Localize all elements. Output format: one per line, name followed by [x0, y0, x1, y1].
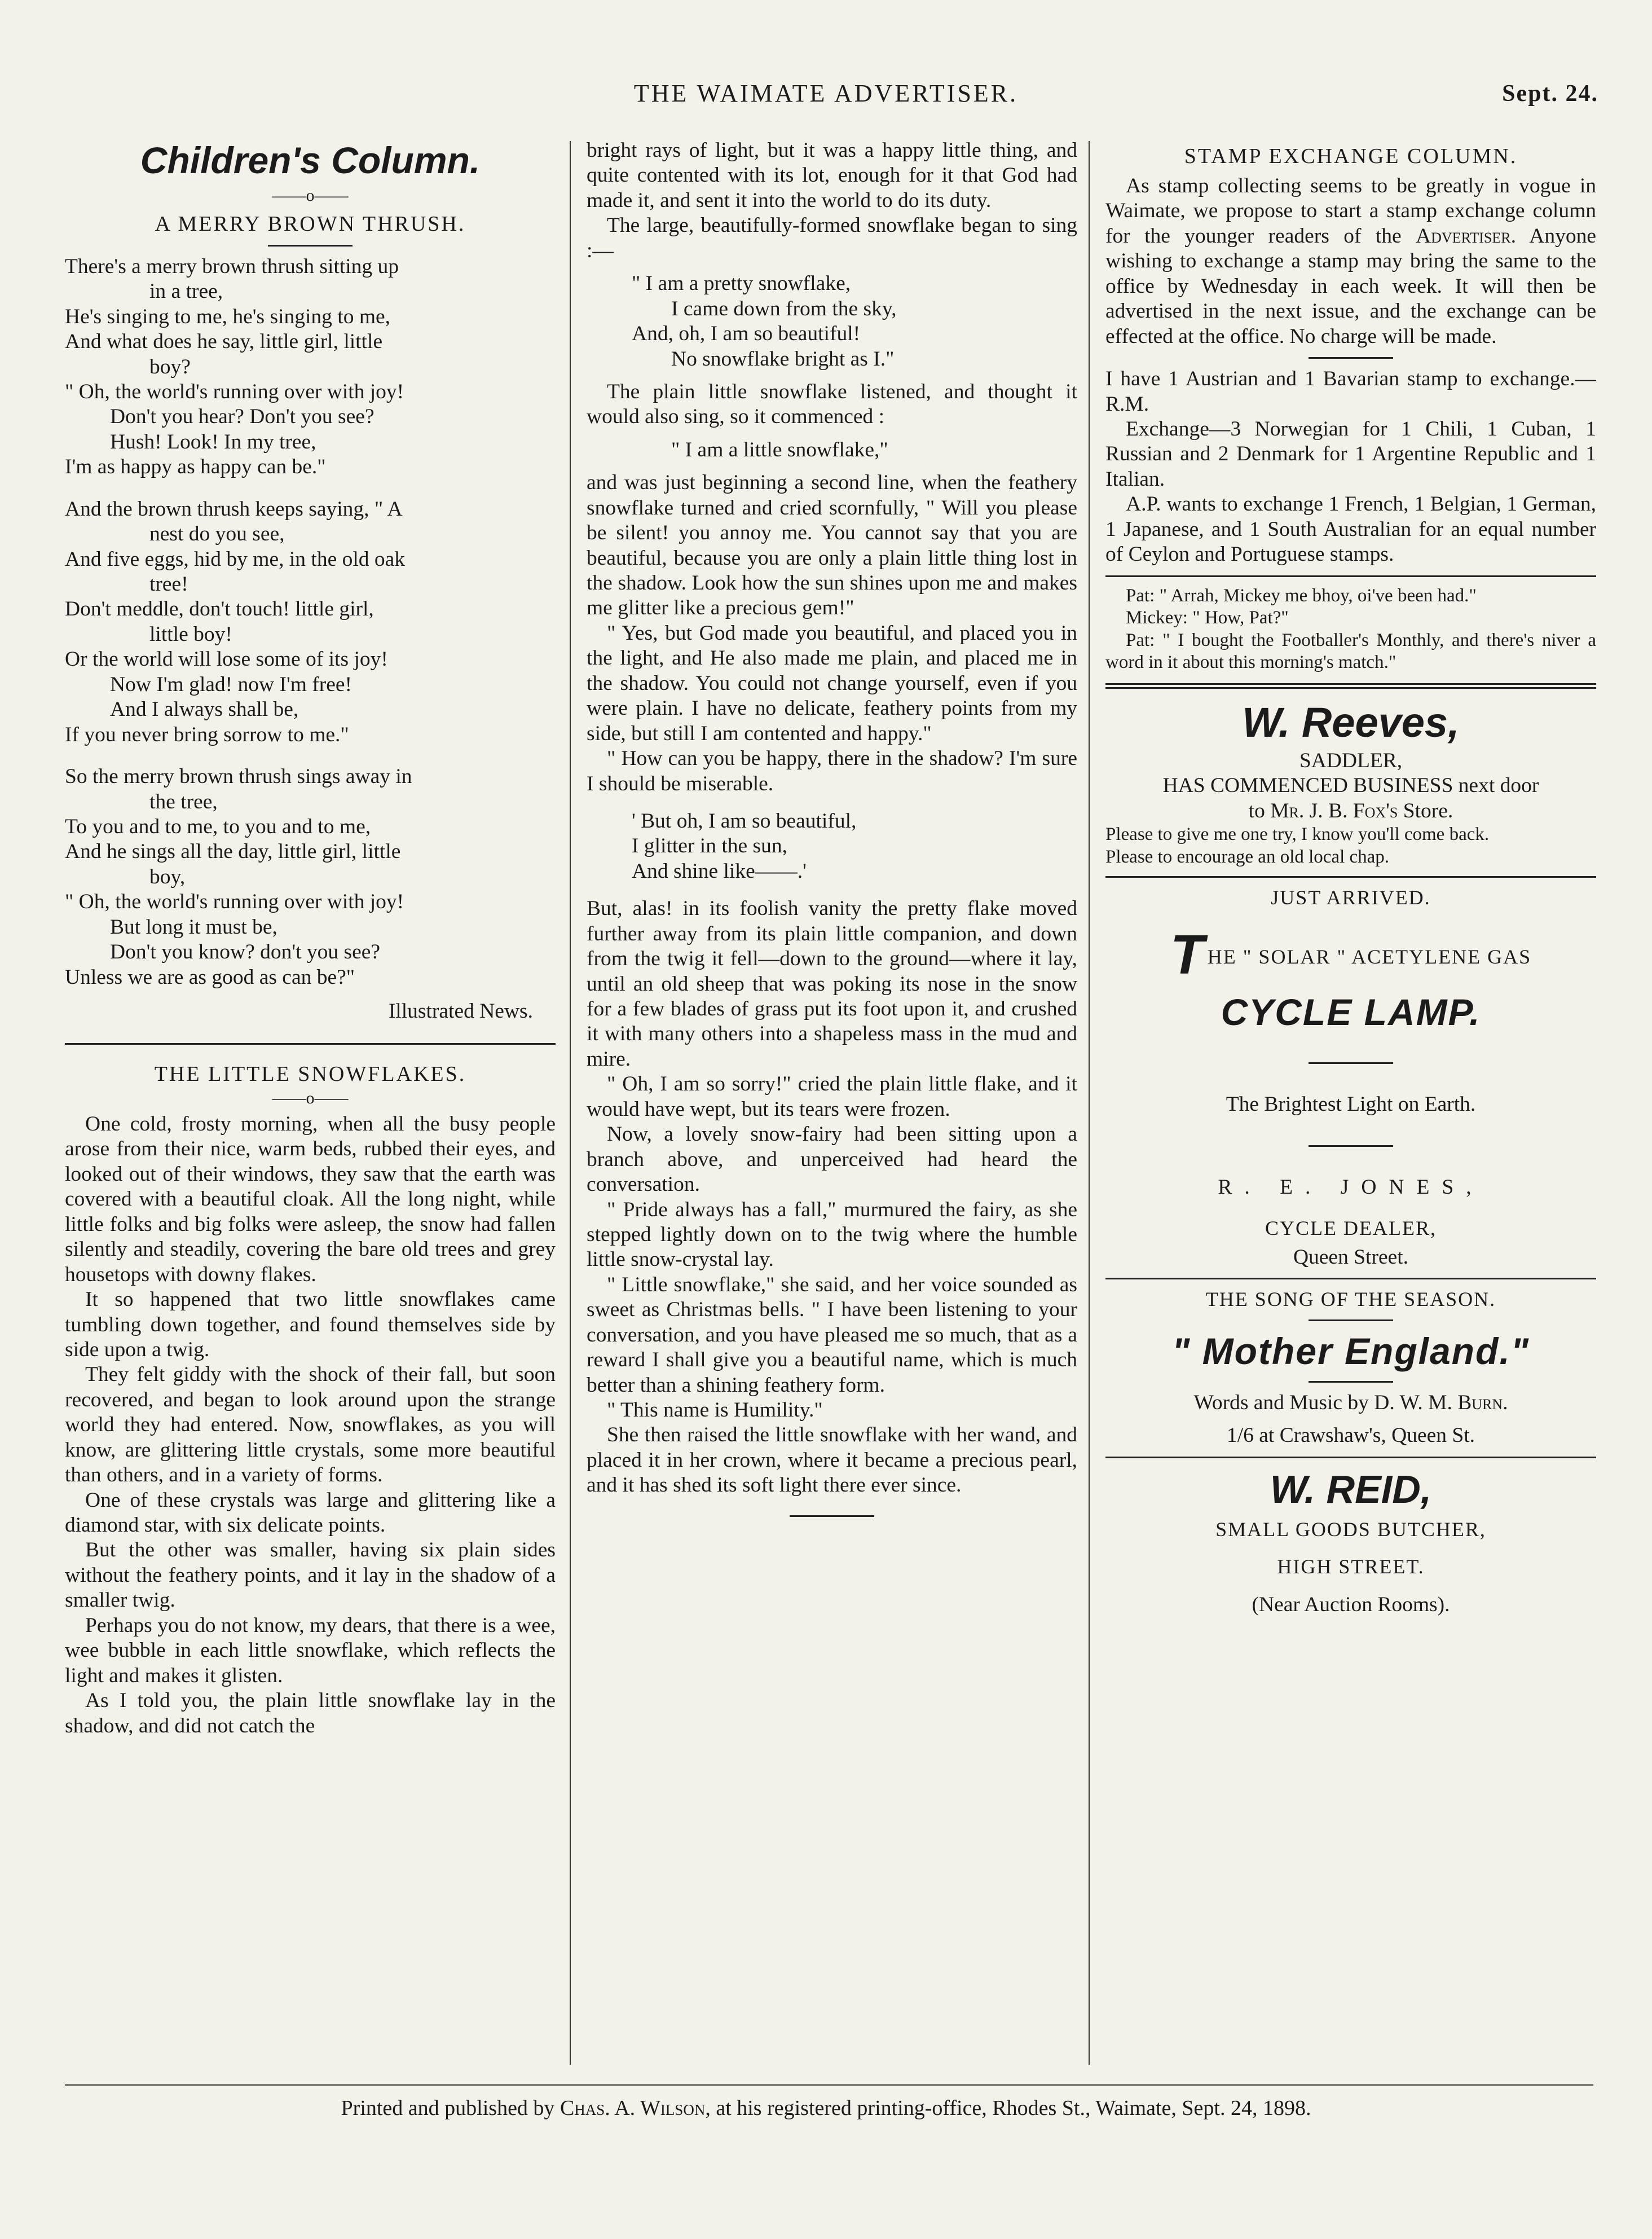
- song-line: And, oh, I am so beautiful!: [632, 322, 861, 346]
- story-paragraph: But the other was smaller, having six plain sides without the feathery points, and it lay in the shadow of a smaller twig.: [65, 1538, 556, 1612]
- imprint-text: Printed and published by: [341, 2096, 555, 2120]
- poem-line: And I always shall be,: [110, 698, 299, 722]
- rule: [1105, 876, 1596, 878]
- plain-song: [587, 438, 1077, 463]
- reeves-location-text: Store.: [1403, 799, 1453, 822]
- song-season: THE SONG OF THE SEASON.: [1205, 1287, 1496, 1310]
- poem-title: A MERRY BROWN THRUSH.: [155, 212, 466, 236]
- rule: [1309, 1381, 1393, 1383]
- speaker: Pat:: [1126, 585, 1155, 606]
- rule: [1309, 1319, 1393, 1321]
- poem-line: If you never bring sorrow to me.": [65, 723, 349, 746]
- reeves-name: W. Reeves,: [1242, 698, 1460, 746]
- story-paragraph: " Yes, but God made you beautiful, and placed you in the light, and He also made me plain, and placed me in the shadow. You could not change yourself, even if you were plain. I have no delicate, feathery points from my side, but still I am contented and happy.": [587, 621, 1077, 745]
- story-paragraph: " Pride always has a fall," murmured the fairy, as she stepped lightly down on to the twig where the humble little snow-crystal lay.: [587, 1198, 1077, 1272]
- poem-line: boy?: [149, 355, 191, 379]
- story-paragraph: The plain little snowflake listened, and thought it would also sing, so it commenced :: [587, 380, 1077, 429]
- reeves-p1: Please to give me one try, I know you'll come back.: [1105, 824, 1490, 844]
- song-line: " I am a pretty snowflake,: [632, 272, 851, 296]
- column-divider-2: [1089, 141, 1090, 2065]
- joke-line: [1105, 585, 1596, 608]
- rule: [1309, 1062, 1393, 1064]
- poem-line: Don't you hear? Don't you see?: [110, 405, 375, 429]
- story-paragraph: and was just beginning a second line, when the feathery snowflake turned and cried scornfully, " Will you please be silent! you annoy me. You cannot say that you are beautiful, because you are only a plain little thing lost in the shadow. Look how the sun shines upon me and makes me glitter like a precious gem!": [587, 471, 1077, 620]
- reeves-location-text: to: [1248, 799, 1265, 822]
- stamp-item: I have 1 Austrian and 1 Bavarian stamp to exchange.—R.M.: [1105, 367, 1596, 416]
- poem-line: But long it must be,: [110, 915, 277, 939]
- speaker: Pat:: [1126, 630, 1155, 650]
- joke-text: " I bought the Footballer's Monthly, and there's niver a word in it about this morning's match.": [1105, 630, 1596, 673]
- joke-line: [1105, 607, 1596, 630]
- footer-rule: [65, 2084, 1593, 2086]
- column-title: Children's Column.: [140, 139, 481, 181]
- poem-line: Don't meddle, don't touch! little girl,: [65, 597, 374, 621]
- poem-line: And five eggs, hid by me, in the old oak: [65, 547, 406, 571]
- poem-line: little boy!: [149, 622, 232, 646]
- joke: [1105, 585, 1596, 674]
- poem: [65, 254, 556, 990]
- column-divider-1: [570, 141, 571, 2065]
- story-paragraph: Now, a lovely snow-fairy had been sitting upon a branch above, and unperceived had heard the conversation.: [587, 1123, 1077, 1197]
- story-paragraph: As I told you, the plain little snowflake lay in the shadow, and did not catch the: [65, 1689, 556, 1737]
- poem-line: To you and to me, to you and to me,: [65, 815, 371, 838]
- dealer-trade: CYCLE DEALER,: [1265, 1216, 1437, 1239]
- dealer-street: Queen Street.: [1293, 1245, 1409, 1269]
- rule: [790, 1515, 874, 1517]
- poem-line: He's singing to me, he's singing to me,: [65, 305, 391, 328]
- lamp-line: [1105, 923, 1596, 986]
- story-paragraph: But, alas! in its foolish vanity the pretty flake moved further away from its plain little companion, and down from the twig it fell—down to the ground—where it lay, until an old sheep that was poking its nose in the snow for a few blades of grass put its foot upon it, and crushed it with many others into a shapeless mass in the mud and mire.: [587, 897, 1077, 1071]
- lamp-ad: [1105, 886, 1596, 1270]
- rule: [1105, 575, 1596, 577]
- poem-line: And the brown thrush keeps saying, " A: [65, 497, 403, 521]
- stamp-intro-text: Anyone wishing to exchange a stamp may bring the same to the office by Wednesday in each week. It will then be advertised in the next issue, and the exchange can be effected at the office. No charge will be made.: [1105, 224, 1596, 348]
- story-paragraph: They felt giddy with the shock of their fall, but soon recovered, and began to look around upon the strange world they had entered. Now, snowflakes, as you will know, are glittering little crystals, some more beautiful than others, and in a variety of forms.: [65, 1363, 556, 1487]
- rule: [1105, 1278, 1596, 1279]
- imprint: [0, 2096, 1652, 2121]
- paper-name: Advertiser.: [1416, 224, 1516, 248]
- o-divider: ——o——: [272, 1089, 349, 1108]
- rule: [1105, 1457, 1596, 1458]
- reeves-p2: Please to encourage an old local chap.: [1105, 846, 1390, 867]
- double-rule: [1105, 683, 1596, 689]
- poem-line: " Oh, the world's running over with joy!: [65, 890, 404, 914]
- story-paragraph: One of these crystals was large and glittering like a diamond star, with six delicate points.: [65, 1488, 556, 1537]
- shine-song: [587, 809, 1077, 884]
- rule: [65, 1043, 556, 1045]
- joke-line: [1105, 630, 1596, 674]
- stamp-item: Exchange—3 Norwegian for 1 Chili, 1 Cuban, 1 Russian and 2 Denmark for 1 Argentine Republic and 1 Italian.: [1105, 417, 1596, 491]
- reeves-trade: SADDLER,: [1299, 749, 1403, 772]
- speaker: Mickey:: [1126, 608, 1188, 628]
- joke-text: " How, Pat?": [1192, 608, 1289, 628]
- poem-line: in a tree,: [149, 280, 223, 303]
- stamp-item: A.P. wants to exchange 1 French, 1 Belgian, 1 German, 1 Japanese, and 1 South Australian for an equal number of Ceylon and Portuguese stamps.: [1105, 492, 1596, 566]
- song-line: I glitter in the sun,: [632, 834, 787, 858]
- song-line: " I am a little snowflake,": [671, 438, 888, 461]
- poem-line: There's a merry brown thrush sitting up: [65, 254, 399, 278]
- drop-cap: T: [1170, 923, 1205, 986]
- reeves-location-name: Mr. J. B. Fox's: [1270, 799, 1398, 822]
- story-paragraph: One cold, frosty morning, when all the busy people arose from their nice, warm beds, rubbed their eyes, and looked out of their windows, they saw that the earth was covered with a beautiful cloak. All the long night, while little folks and big folks were asleep, the snow had fallen silently and steadily, covering the bare old trees and grey housetops with downy flakes.: [65, 1112, 556, 1286]
- reid-near: (Near Auction Rooms).: [1252, 1593, 1450, 1616]
- poem-line: Now I'm glad! now I'm free!: [110, 672, 352, 696]
- stamp-intro-text: As stamp collecting seems to be greatly in vogue in Waimate, we propose to start a stamp exchange column for the younger readers of the: [1105, 174, 1596, 248]
- poem-line: nest do you see,: [149, 522, 285, 546]
- song-line: And shine like——.': [632, 859, 807, 883]
- poem-line: " Oh, the world's running over with joy!: [65, 380, 404, 403]
- reid-ad: [1105, 1466, 1596, 1618]
- rule: [1309, 357, 1393, 359]
- reeves-line: HAS COMMENCED BUSINESS next door: [1162, 774, 1539, 798]
- story-paragraph: " How can you be happy, there in the shadow? I'm sure I should be miserable.: [587, 747, 1077, 795]
- poem-line: the tree,: [149, 790, 218, 813]
- masthead: [0, 79, 1652, 124]
- song-line: No snowflake bright as I.": [671, 347, 895, 371]
- poem-line: Don't you know? don't you see?: [110, 940, 381, 964]
- story-paragraph: bright rays of light, but it was a happy little thing, and quite contented with its lot, enough for it that God had made it, and sent it into the world to do its duty.: [587, 139, 1077, 212]
- paper-title: THE WAIMATE ADVERTISER.: [633, 80, 1019, 107]
- song-credit-text: Words and Music by D. W. M.: [1193, 1391, 1452, 1414]
- lamp-just-arrived: JUST ARRIVED.: [1271, 886, 1431, 909]
- reeves-location: [1105, 799, 1596, 824]
- story-paragraph: The large, beautifully-formed snowflake began to sing :—: [587, 214, 1077, 262]
- song-line: I came down from the sky,: [671, 297, 897, 320]
- reid-street: HIGH STREET.: [1277, 1555, 1425, 1578]
- poem-line: And he sings all the day, little girl, little: [65, 840, 401, 864]
- joke-text: " Arrah, Mickey me bhoy, oi've been had.": [1159, 585, 1477, 606]
- poem-line: Hush! Look! In my tree,: [110, 430, 316, 454]
- poem-line: Or the world will lose some of its joy!: [65, 648, 388, 671]
- poem-line: I'm as happy as happy can be.": [65, 455, 326, 479]
- story-paragraph: She then raised the little snowflake with her wand, and placed it in her crown, where it became a precious pearl, and it has shed its soft light there ever since.: [587, 1423, 1077, 1497]
- poem-line: So the merry brown thrush sings away in: [65, 765, 412, 789]
- lamp-slogan: The Brightest Light on Earth.: [1226, 1093, 1476, 1116]
- story-paragraph: " Little snowflake," she said, and her voice sounded as sweet as Christmas bells. " I have been listening to your conversation, and you have pleased me so much, that as a reward I shall give you a beautiful name, which is much better than a shining feathery form.: [587, 1273, 1077, 1397]
- stamp-title: STAMP EXCHANGE COLUMN.: [1184, 144, 1518, 168]
- lamp-line-text: HE " SOLAR " ACETYLENE GAS: [1207, 945, 1532, 968]
- poem-line: And what does he say, little girl, little: [65, 330, 383, 354]
- rule: [268, 245, 353, 247]
- stamp-intro: [1105, 174, 1596, 349]
- snowflake-song: [587, 271, 1077, 372]
- column-1: [65, 138, 556, 2068]
- story-paragraph: " Oh, I am so sorry!" cried the plain little flake, and it would have wept, but its tears were frozen.: [587, 1072, 1077, 1121]
- song-line: ' But oh, I am so beautiful,: [632, 809, 857, 833]
- song-author: Burn.: [1457, 1391, 1508, 1414]
- reid-trade: SMALL GOODS BUTCHER,: [1215, 1517, 1486, 1541]
- printer-name: Chas. A. Wilson,: [560, 2096, 711, 2120]
- song-price: 1/6 at Crawshaw's, Queen St.: [1226, 1424, 1475, 1448]
- poem-line: Unless we are as good as can be?": [65, 965, 355, 989]
- story-paragraph: " This name is Humility.": [607, 1398, 823, 1422]
- rule: [1309, 1145, 1393, 1147]
- column-2: [587, 138, 1077, 2068]
- reid-name: W. REID,: [1270, 1467, 1432, 1511]
- poem-line: boy,: [149, 865, 186, 888]
- o-divider: ——o——: [272, 186, 349, 205]
- story-paragraph: It so happened that two little snowflakes came tumbling down together, and found themselves side by side upon a twig.: [65, 1288, 556, 1361]
- reeves-ad: [1105, 698, 1596, 868]
- poem-line: tree!: [149, 573, 188, 596]
- story-paragraph: Perhaps you do not know, my dears, that there is a wee, wee bubble in each little snowflake, which reflects the light and makes it glisten.: [65, 1613, 556, 1687]
- story-title: THE LITTLE SNOWFLAKES.: [154, 1062, 466, 1086]
- dealer-name: R. E. JONES,: [1218, 1176, 1484, 1199]
- song-name: " Mother England.": [1172, 1330, 1530, 1372]
- imprint-text: at his registered printing-office, Rhodes St., Waimate, Sept. 24, 1898.: [716, 2096, 1311, 2120]
- song-ad: [1105, 1287, 1596, 1449]
- poem-credit: Illustrated News.: [388, 1000, 533, 1023]
- issue-date: Sept. 24.: [1502, 81, 1598, 107]
- lamp-product: CYCLE LAMP.: [1221, 991, 1481, 1033]
- column-3: [1105, 138, 1596, 2068]
- song-credit: [1105, 1391, 1596, 1415]
